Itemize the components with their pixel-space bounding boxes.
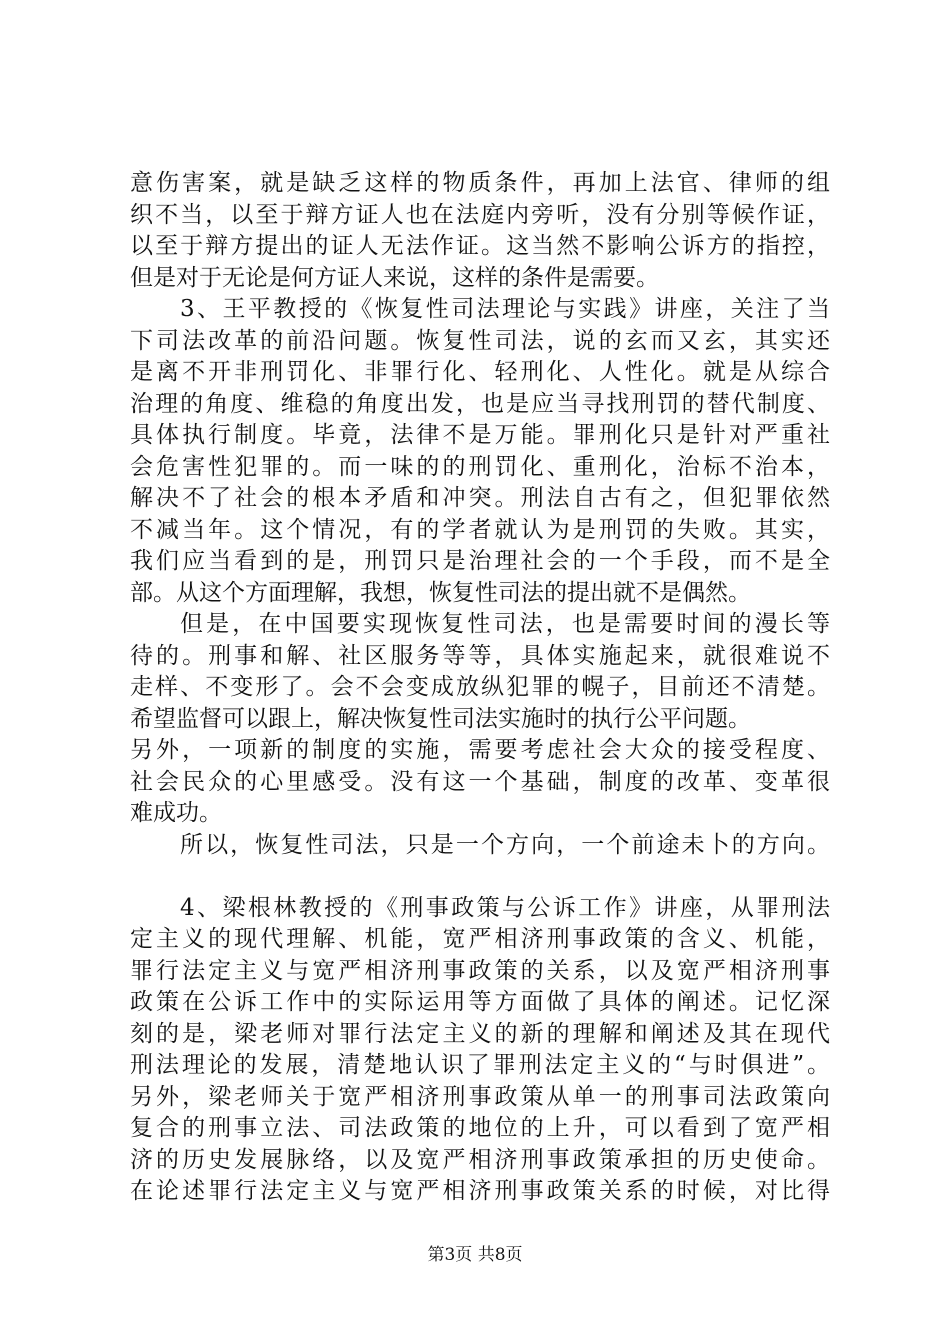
- text-line: 定主义的现代理解、机能，宽严相济刑事政策的含义、机能，: [130, 926, 830, 952]
- text-line: 罪行法定主义与宽严相济刑事政策的关系，以及宽严相济刑事: [130, 957, 830, 984]
- text-line: 难成功。: [130, 800, 222, 826]
- text-line: 但是，在中国要实现恢复性司法，也是需要时间的漫长等: [180, 611, 830, 637]
- text-line: 在论述罪行法定主义与宽严相济刑事政策关系的时候，对比得: [130, 1178, 830, 1204]
- text-line: 刻的是，梁老师对罪行法定主义的新的理解和阐述及其在现代: [130, 1020, 830, 1047]
- text-line: 解决不了社会的根本矛盾和冲突。刑法自古有之，但犯罪依然: [130, 485, 830, 511]
- text-line: 刑法理论的发展，清楚地认识了罪刑法定主义的“与时俱进”。: [130, 1052, 830, 1078]
- text-line: 所以，恢复性司法，只是一个方向，一个前途未卜的方向。: [180, 831, 830, 858]
- text-line: 待的。刑事和解、社区服务等等，具体实施起来，就很难说不: [130, 642, 830, 669]
- text-line: 4、梁根林教授的《刑事政策与公诉工作》讲座，从罪刑法: [180, 894, 830, 921]
- text-line: 是离不开非刑罚化、非罪行化、轻刑化、人性化。就是从综合: [130, 359, 830, 385]
- text-line: 不减当年。这个情况，有的学者就认为是刑罚的失败。其实，: [130, 516, 830, 543]
- document-body: [130, 168, 830, 1208]
- page-number-label: 第3页 共8页: [427, 1245, 523, 1265]
- text-line: 另外，梁老师关于宽严相济刑事政策从单一的刑事司法政策向: [130, 1083, 830, 1110]
- page-footer: [0, 1240, 950, 1265]
- text-line: 下司法改革的前沿问题。恢复性司法，说的玄而又玄，其实还: [130, 327, 830, 354]
- text-line: 治理的角度、维稳的角度出发，也是应当寻找刑罚的替代制度、: [130, 390, 830, 417]
- text-line: 会危害性犯罪的。而一味的的刑罚化、重刑化，治标不治本，: [130, 453, 830, 480]
- text-line: 济的历史发展脉络，以及宽严相济刑事政策承担的历史使命。: [130, 1146, 830, 1173]
- text-line: 具体执行制度。毕竟，法律不是万能。罪刑化只是针对严重社: [130, 422, 830, 448]
- text-line: 我们应当看到的是，刑罚只是治理社会的一个手段，而不是全: [130, 548, 830, 574]
- text-line: 另外，一项新的制度的实施，需要考虑社会大众的接受程度、: [130, 737, 830, 763]
- text-line: 3、王平教授的《恢复性司法理论与实践》讲座，关注了当: [180, 296, 830, 322]
- text-line: 走样、不变形了。会不会变成放纵犯罪的幌子，目前还不清楚。: [130, 674, 830, 700]
- text-line: 希望监督可以跟上，解决恢复性司法实施时的执行公平问题。: [130, 705, 751, 732]
- text-line: 部。从这个方面理解，我想，恢复性司法的提出就不是偶然。: [130, 579, 751, 606]
- text-line: 织不当，以至于辩方证人也在法庭内旁听，没有分别等候作证，: [130, 201, 830, 228]
- text-line: 但是对于无论是何方证人来说，这样的条件是需要。: [130, 264, 659, 291]
- text-line: 政策在公诉工作中的实际运用等方面做了具体的阐述。记忆深: [130, 989, 830, 1015]
- text-line: 复合的刑事立法、司法政策的地位的上升，可以看到了宽严相: [130, 1115, 830, 1141]
- paragraph-gap: [130, 861, 830, 893]
- text-line: 意伤害案，就是缺乏这样的物质条件，再加上法官、律师的组: [130, 170, 830, 196]
- text-line: 社会民众的心里感受。没有这一个基础，制度的改革、变革很: [130, 768, 830, 795]
- text-line: 以至于辩方提出的证人无法作证。这当然不影响公诉方的指控，: [130, 233, 830, 259]
